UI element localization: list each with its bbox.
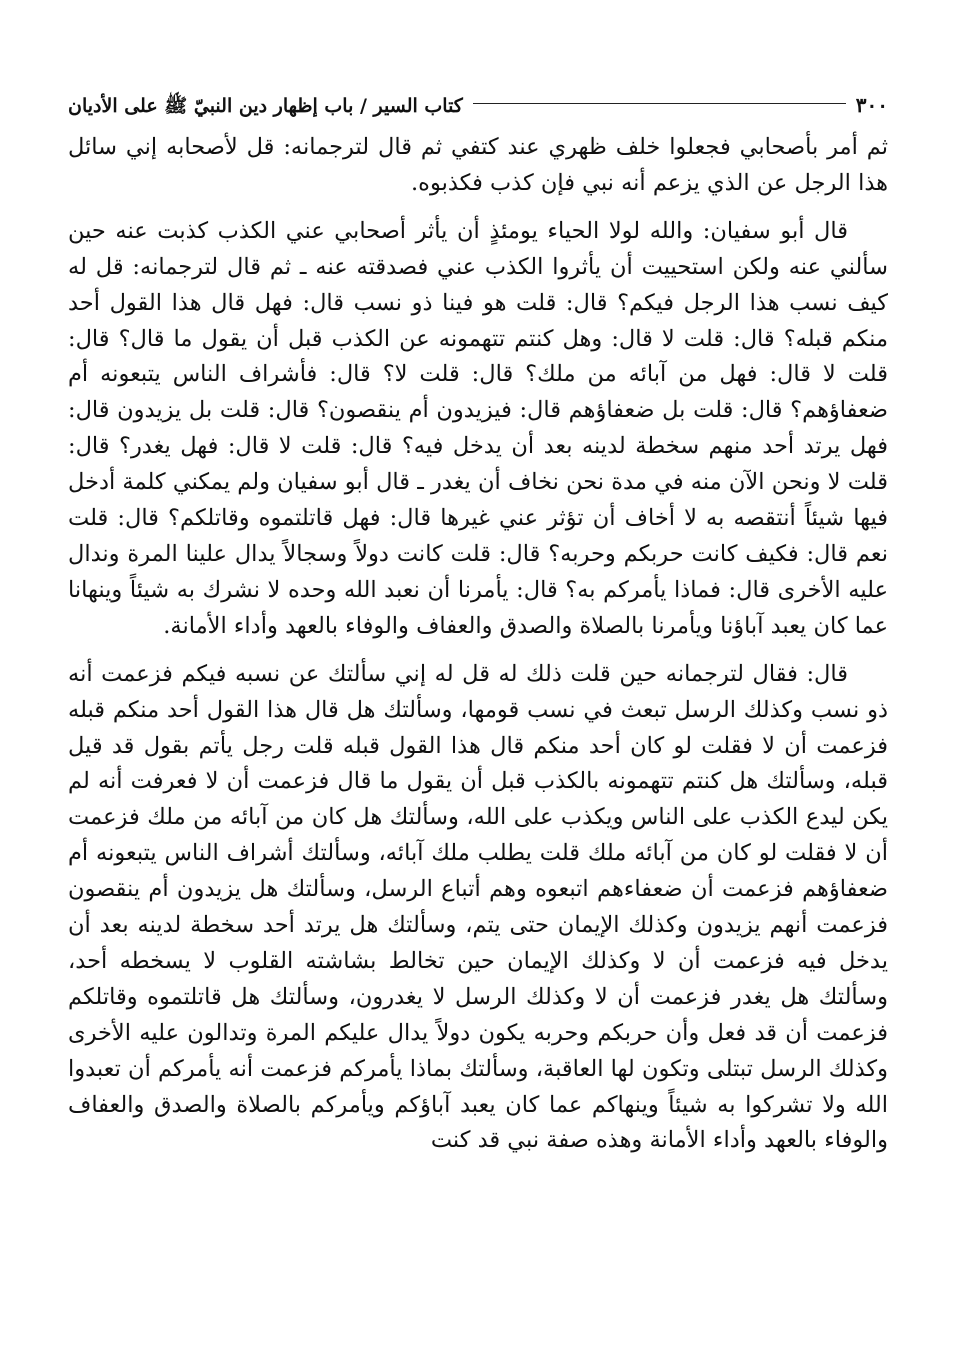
running-header xyxy=(68,88,888,122)
page-number: ٣٠٠ xyxy=(855,93,888,117)
paragraph-3: قال: فقال لترجمانه حين قلت ذلك له قل له إني سألتك عن نسبه فيكم فزعمت أنه ذو نسب وكذلك الرسل تبعث في نسب قومها، وسألتك هل قال هذا القول أحد منكم قبله فزعمت أن لا فقلت لو كان أحد منكم قال هذا القول قبله قلت رجل يأتم بقول قد قيل قبله، وسألتك هل كنتم تتهمونه بالكذب قبل أن يقول ما قال فزعمت أن لا فعرفت أنه لم يكن ليدع الكذب على الناس ويكذب على الله، وسألتك هل كان من آبائه من ملك فزعمت أن لا فقلت لو كان من آبائه ملك قلت يطلب ملك آبائه، وسألتك أشراف الناس يتبعونه أم ضعفاؤهم فزعمت أن ضعفاءهم اتبعوه وهم أتباع الرسل، وسألتك هل يزيدون أم ينقصون فزعمت أنهم يزيدون وكذلك الإيمان حتى يتم، وسألتك هل يرتد أحد سخطة لدينه بعد أن يدخل فيه فزعمت أن لا وكذلك الإيمان حين تخالط بشاشته القلوب لا يسخطه أحد، وسألتك هل يغدر فزعمت أن لا وكذلك الرسل لا يغدرون، وسألتك هل قاتلتموه وقاتلكم فزعمت أن قد فعل وأن حربكم وحربه يكون دولاً يدال عليكم المرة وتدالون عليه الأخرى وكذلك الرسل تبتلى وتكون لها العاقبة، وسألتك بماذا يأمركم فزعمت أنه يأمركم أن تعبدوا الله ولا تشركوا به شيئاً وينهاكم عما كان يعبد آباؤكم ويأمركم بالصلاة والصدق والعفاف والوفاء بالعهد وأداء الأمانة وهذه صفة نبي قد كنت xyxy=(68,660,888,1154)
book-page xyxy=(68,88,888,1159)
paragraph-1: ثم أمر بأصحابي فجعلوا خلف ظهري عند كتفي ثم قال لترجمانه: قل لأصحابه إني سائل هذا الرجل عن الذي يزعم أنه نبي فإن كذب فكذبوه. xyxy=(68,134,888,196)
paragraph-2: قال أبو سفيان: والله لولا الحياء يومئذٍ أن يأثر أصحابي عني الكذب كذبت عنه حين سألني عنه ولكن استحييت أن يأثروا الكذب عني فصدقته عنه ـ ثم قال لترجمانه: قل له كيف نسب هذا الرجل فيكم؟ قال: قلت هو فينا ذو نسب قال: فهل قال هذا القول أحد منكم قبله؟ قال: قلت لا قال: وهل كنتم تتهمونه عن الكذب قبل أن يقول ما قال؟ قال: قلت لا قال: فهل من آبائه من ملك؟ قال: قلت لا؟ قال: فأشراف الناس يتبعونه أم ضعفاؤهم؟ قال: قلت بل ضعفاؤهم قال: فيزيدون أم ينقصون؟ قال: قلت بل يزيدون قال: فهل يرتد أحد منهم سخطة لدينه بعد أن يدخل فيه؟ قال: قلت لا قال: فهل يغدر؟ قال: قلت لا ونحن الآن منه في مدة نحن نخاف أن يغدر ـ قال أبو سفيان ولم يمكني كلمة أدخل فيها شيئاً أنتقصه به لا أخاف أن تؤثر عني غيرها قال: فهل قاتلتموه وقاتلكم؟ قال: قلت نعم قال: فكيف كانت حربكم وحربه؟ قال: قلت كانت دولاً وسجالاً يدال علينا المرة وندال عليه الأخرى قال: فماذا يأمركم به؟ قال: يأمرنا أن نعبد الله وحده لا نشرك به شيئاً وينهانا عما كان يعبد آباؤنا ويأمرنا بالصلاة والصدق والعفاف والوفاء بالعهد وأداء الأمانة. xyxy=(68,217,888,639)
header-rule xyxy=(473,103,846,104)
running-title: كتاب السير / باب إظهار دين النبيّ ﷺ على الأديان xyxy=(68,95,463,117)
